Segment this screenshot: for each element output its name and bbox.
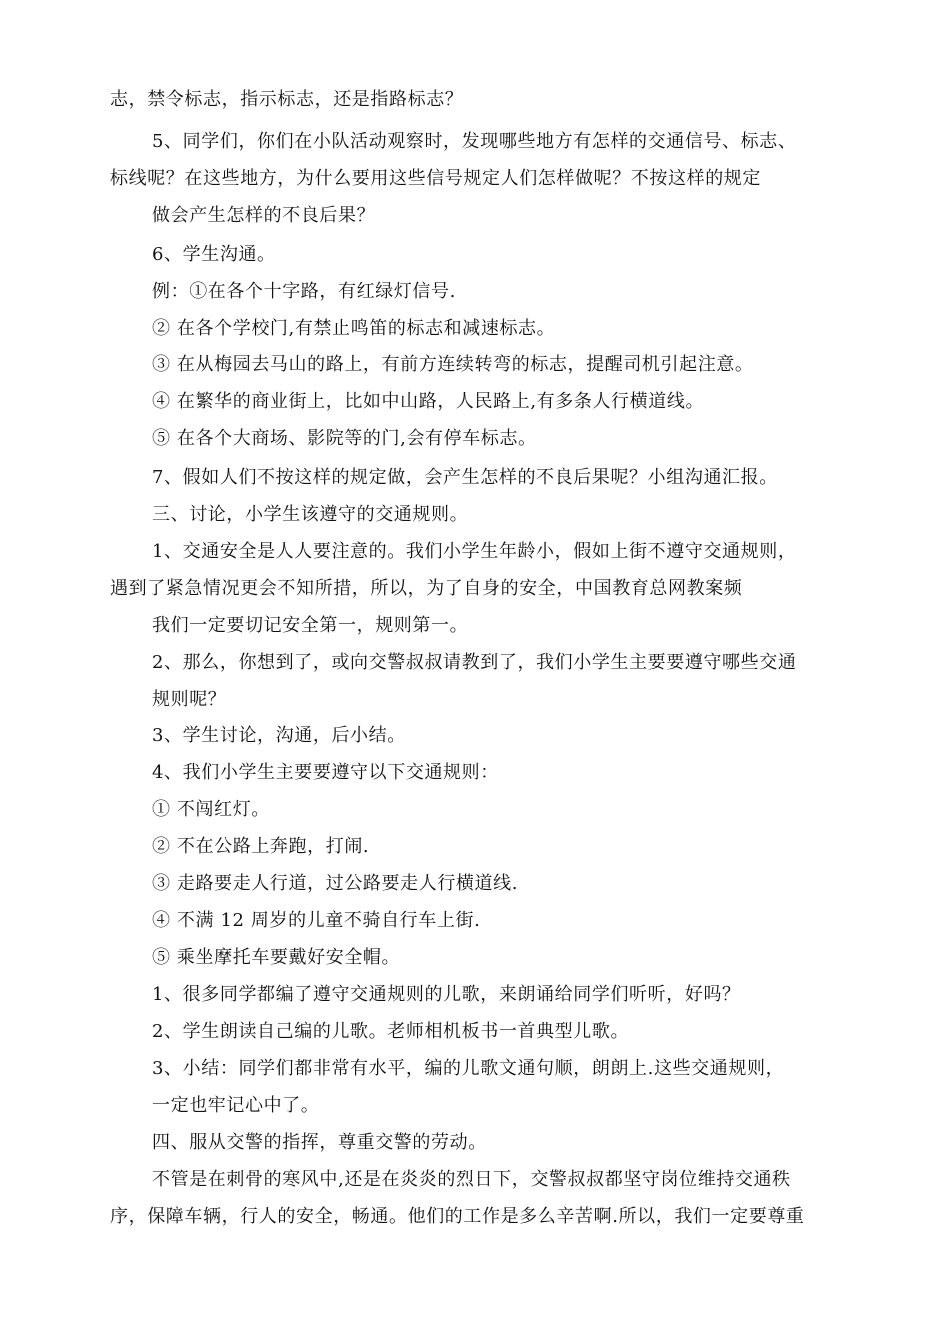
text-line: ④ 在繁华的商业街上，比如中山路，人民路上,有多条人行横道线。 [152,391,705,412]
text-line: 6、学生沟通。 [152,244,276,265]
text-line: 2、学生朗读自己编的儿歌。老师相机板书一首典型儿歌。 [152,1021,630,1042]
list-item: ② 不在公路上奔跑，打闹. [152,836,370,857]
text-line: 标线呢？在这些地方，为什么要用这些信号规定人们怎样做呢？不按这样的规定 [110,168,761,189]
text-line: 4、我们小学生主要要遵守以下交通规则： [152,762,499,783]
text-line: 1、交通安全是人人要注意的。我们小学生年龄小，假如上街不遵守交通规则， [152,541,797,562]
text-line: 一定也牢记心中了。 [152,1095,320,1116]
section-heading: 三、讨论，小学生该遵守的交通规则。 [152,504,469,525]
text-line: 3、学生讨论，沟通，后小结。 [152,725,406,746]
text-line: 1、很多同学都编了遵守交通规则的儿歌，来朗诵给同学们听听，好吗？ [152,984,741,1005]
text-line: 不管是在刺骨的寒风中,还是在炎炎的烈日下，交警叔叔都坚守岗位维持交通秩 [152,1169,791,1190]
text-line: 2、那么，你想到了，或向交警叔叔请教到了，我们小学生主要要遵守哪些交通 [152,652,797,673]
text-line: 序，保障车辆，行人的安全，畅通。他们的工作是多么辛苦啊.所以，我们一定要尊重 [110,1206,805,1227]
text-line: 志，禁令标志，指示标志，还是指路标志？ [110,89,464,110]
section-heading: 四、服从交警的指挥，尊重交警的劳动。 [152,1132,487,1153]
list-item: ① 不闯红灯。 [152,799,270,820]
text-line: 规则呢？ [152,689,227,710]
text-line: 5、同学们，你们在小队活动观察时，发现哪些地方有怎样的交通信号、标志、 [152,131,797,152]
text-line: 7、假如人们不按这样的规定做，会产生怎样的不良后果呢？小组沟通汇报。 [152,467,778,488]
text-line: 例：①在各个十字路，有红绿灯信号. [152,281,456,302]
list-item: ④ 不满 12 周岁的儿童不骑自行车上街. [152,910,481,931]
text-line: ③ 在从梅园去马山的路上，有前方连续转弯的标志，提醒司机引起注意。 [152,354,754,375]
text-line: 3、小结：同学们都非常有水平，编的儿歌文通句顺，朗朗上.这些交通规则， [152,1058,785,1079]
list-item: ③ 走路要走人行道，过公路要走人行横道线. [152,873,519,894]
text-line: 做会产生怎样的不良后果？ [152,205,376,226]
text-line: ⑤ 在各个大商场、影院等的门,会有停车标志。 [152,428,537,449]
text-line: ② 在各个学校门,有禁止鸣笛的标志和减速标志。 [152,318,556,339]
list-item: ⑤ 乘坐摩托车要戴好安全帽。 [152,947,401,968]
text-line: 遇到了紧急情况更会不知所措，所以，为了自身的安全，中国教育总网教案频 [110,578,743,599]
text-line: 我们一定要切记安全第一，规则第一。 [152,615,469,636]
